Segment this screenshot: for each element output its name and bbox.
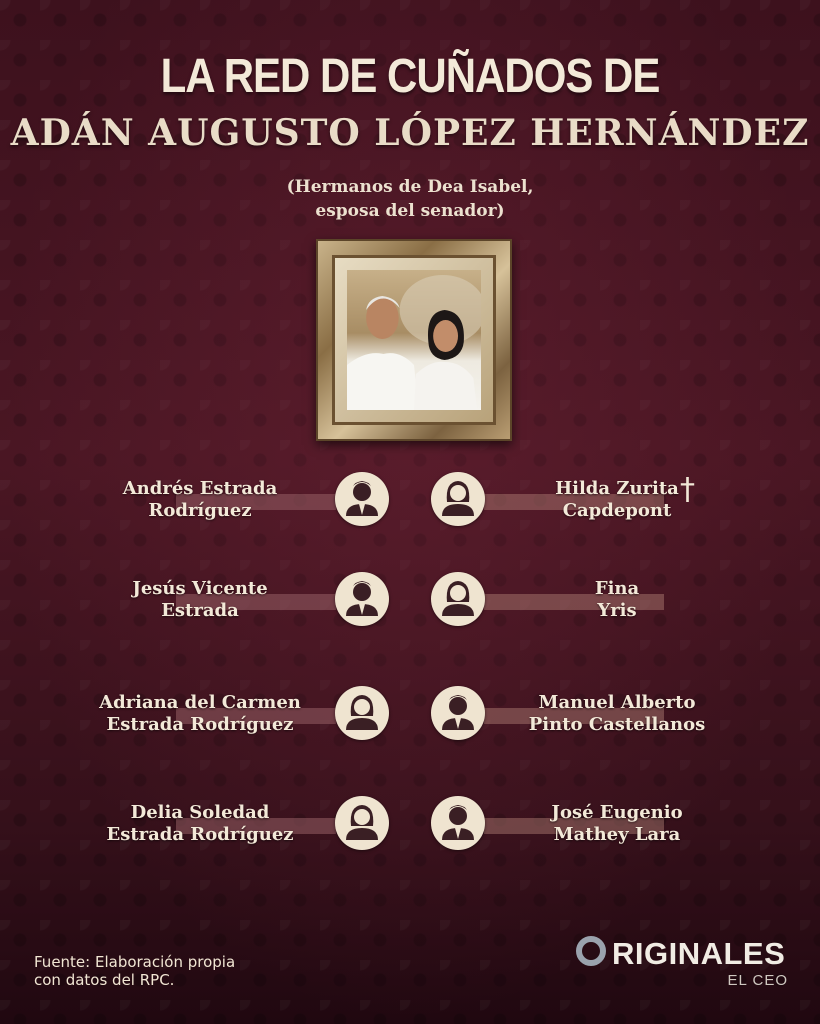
subtitle	[0, 175, 820, 223]
originales-logo	[574, 934, 794, 994]
source-line-2: con datos del RPC.	[34, 971, 175, 989]
male-avatar-icon	[431, 796, 485, 850]
title-line-2: ADÁN AUGUSTO LÓPEZ HERNÁNDEZ	[10, 112, 810, 154]
relative-row-4	[0, 796, 820, 856]
subtitle-line-2: esposa del senador)	[315, 201, 505, 221]
logo-text: RIGINALES	[612, 936, 786, 971]
person-name: Adriana del Carmen Estrada Rodríguez	[99, 692, 301, 735]
male-avatar-icon	[335, 572, 389, 626]
subtitle-line-1: (Hermanos de Dea Isabel,	[286, 177, 534, 197]
logo-subtitle: EL CEO	[727, 972, 788, 989]
female-avatar-icon	[335, 796, 389, 850]
person-name: Fina Yris	[594, 578, 640, 621]
relative-row-3	[0, 686, 820, 746]
person-name: Manuel Alberto Pinto Castellanos	[528, 692, 706, 735]
male-avatar-icon	[431, 686, 485, 740]
portrait-mat	[332, 255, 496, 425]
portrait-frame	[316, 239, 512, 441]
person-name: Delia Soledad Estrada Rodríguez	[106, 802, 294, 845]
relative-row-2	[0, 572, 820, 632]
person-name: Hilda Zurita Capdepont	[555, 478, 679, 521]
female-avatar-icon	[431, 472, 485, 526]
logo-o-icon	[576, 936, 606, 966]
source-note	[34, 953, 235, 989]
couple-portrait-icon	[347, 270, 481, 410]
person-name: José Eugenio Mathey Lara	[551, 802, 683, 845]
person-name: Jesús Vicente Estrada	[132, 578, 268, 621]
person-name: Andrés Estrada Rodríguez	[122, 478, 278, 521]
title-line-1: LA RED DE CUÑADOS DE	[160, 48, 660, 103]
source-line-1: Fuente: Elaboración propia	[34, 953, 236, 971]
relative-row-1	[0, 472, 820, 532]
male-avatar-icon	[335, 472, 389, 526]
deceased-cross-icon: †	[680, 472, 695, 507]
female-avatar-icon	[335, 686, 389, 740]
female-avatar-icon	[431, 572, 485, 626]
